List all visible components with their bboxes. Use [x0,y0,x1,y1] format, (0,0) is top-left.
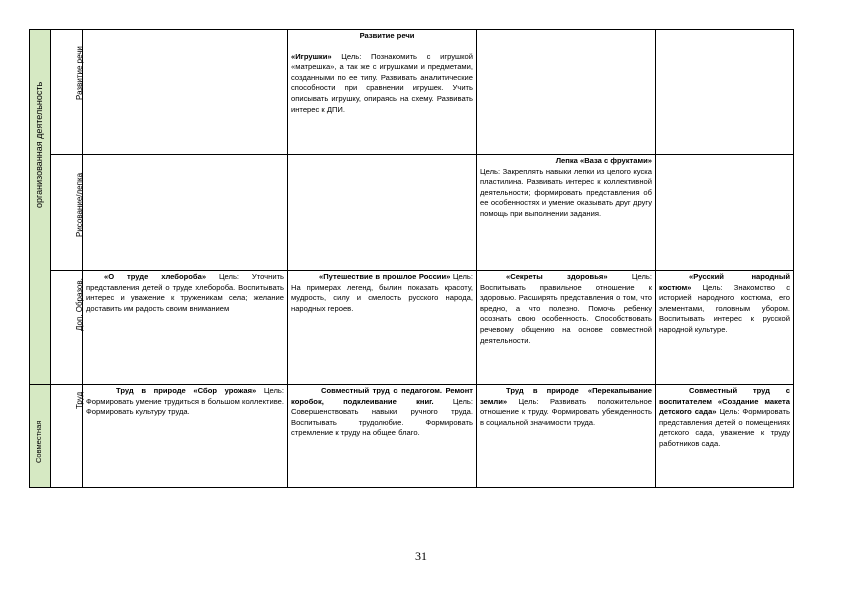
cell-r2-c0-text: Цель: Уточнить представления детей о труде хлебороба. Воспитывать интерес и уважение к труженикам села; желание доставить им радость своим вниманием [86,272,285,313]
row-label-drawing [51,155,83,271]
row-label-drawing-text: Рисование/лепка [75,172,84,237]
section-organized-label: организованная деятельность [34,81,44,208]
cell-r2-c2-text: Цель: Воспитывать правильное отношение к здоровью. Расширять представления о том, что вредно, а что полезно. Помочь ребенку осознать свою особенность. Способствовать речевому общению на основе совместной деятельности. [480,272,652,345]
cell-r3-c1-title: Совместный труд с педагогом. Ремонт коробок, подклеивание книг. [291,386,473,406]
cell-r3-c2-text: Цель: Развивать положительное отношение к труду. Формировать убежденность в социальной значимости труда. [480,396,652,427]
cell-r3-c1-text: Цель: Совершенствовать навыки ручного труда. Воспитывать трудолюбие. Формировать стремление к труду на общее благо. [291,396,473,438]
cell-r3-c2 [477,385,656,488]
cell-r2-c1-title: «Путешествие в прошлое России» [319,272,451,281]
row-label-extra [51,271,83,385]
row-label-extra-text: Доп. Образов. [75,278,84,331]
row-label-speech [51,30,83,155]
cell-r2-c2 [477,271,656,385]
cell-r0-c3 [656,30,794,155]
cell-r0-c1 [288,30,477,155]
cell-r1-c2-title: Лепка «Ваза с фруктами» [555,156,652,165]
cell-r3-c3-title: Совместный труд с воспитателем «Создание макета детского сада» [659,386,790,417]
row-label-labor [51,385,83,488]
activity-table [29,29,794,488]
cell-r0-c0 [83,30,288,155]
section-organized [30,30,51,385]
cell-r2-c1-text: Цель: На примерах легенд, былин показать красоту, мудрость, силу и смелость русского народа, народных героев. [291,272,473,313]
cell-r3-c0-title: Труд в природе «Сбор урожая» [116,386,257,395]
cell-r3-c1 [288,385,477,488]
cell-r0-c1-title: Развитие речи [359,31,415,40]
row-label-labor-text: Труд [75,391,84,409]
section-joint-label: Совместная [34,420,43,463]
cell-r1-c2 [477,155,656,271]
cell-r0-c1-text: Цель: Познакомить с игрушкой «матрешка», а так же с игрушками и предметами, созданными по ее типу. Развивать аналитические способности при сравнении игрушек. Учить описывать игрушку, опираясь на схему. Развивать интерес к ДПИ. [291,51,473,114]
cell-r2-c3 [656,271,794,385]
cell-r2-c2-title: «Секреты здоровья» [506,272,608,281]
page-number: 31 [415,549,427,563]
cell-r0-c2 [477,30,656,155]
cell-r1-c2-text: Цель: Закреплять навыки лепки из целого куска пластилина. Развивать интерес к коллективной деятельности; формировать представления об ее особенностях и умение оказывать друг другу помощь при выполнении задания. [480,166,652,218]
cell-r3-c2-title: Труд в природе «Перекапывание земли» [480,386,652,406]
row-label-speech-text: Развитие речи [75,46,84,100]
cell-r1-c0 [83,155,288,271]
cell-r2-c0 [83,271,288,385]
cell-r3-c3 [656,385,794,488]
cell-r0-c1-subtitle: «Игрушки» [291,51,332,61]
cell-r2-c0-title: «О труде хлебороба» [104,272,207,281]
cell-r3-c0-text: Цель: Формировать умение трудиться в большом коллективе. Формировать культуру труда. [86,386,284,417]
cell-r3-c3-text: Цель: Формировать представления детей о помещениях детского сада, уважение к труду работников сада. [659,407,790,448]
cell-r1-c1 [288,155,477,271]
section-joint [30,385,51,488]
cell-r2-c1 [288,271,477,385]
cell-r2-c3-title: «Русский народный костюм» [659,272,790,292]
cell-r1-c3 [656,155,794,271]
cell-r2-c3-text: Цель: Знакомство с историей народного костюма, его элементами, головным убором. Воспитывать интерес к русской народной культуре. [659,282,790,334]
cell-r3-c0 [83,385,288,488]
